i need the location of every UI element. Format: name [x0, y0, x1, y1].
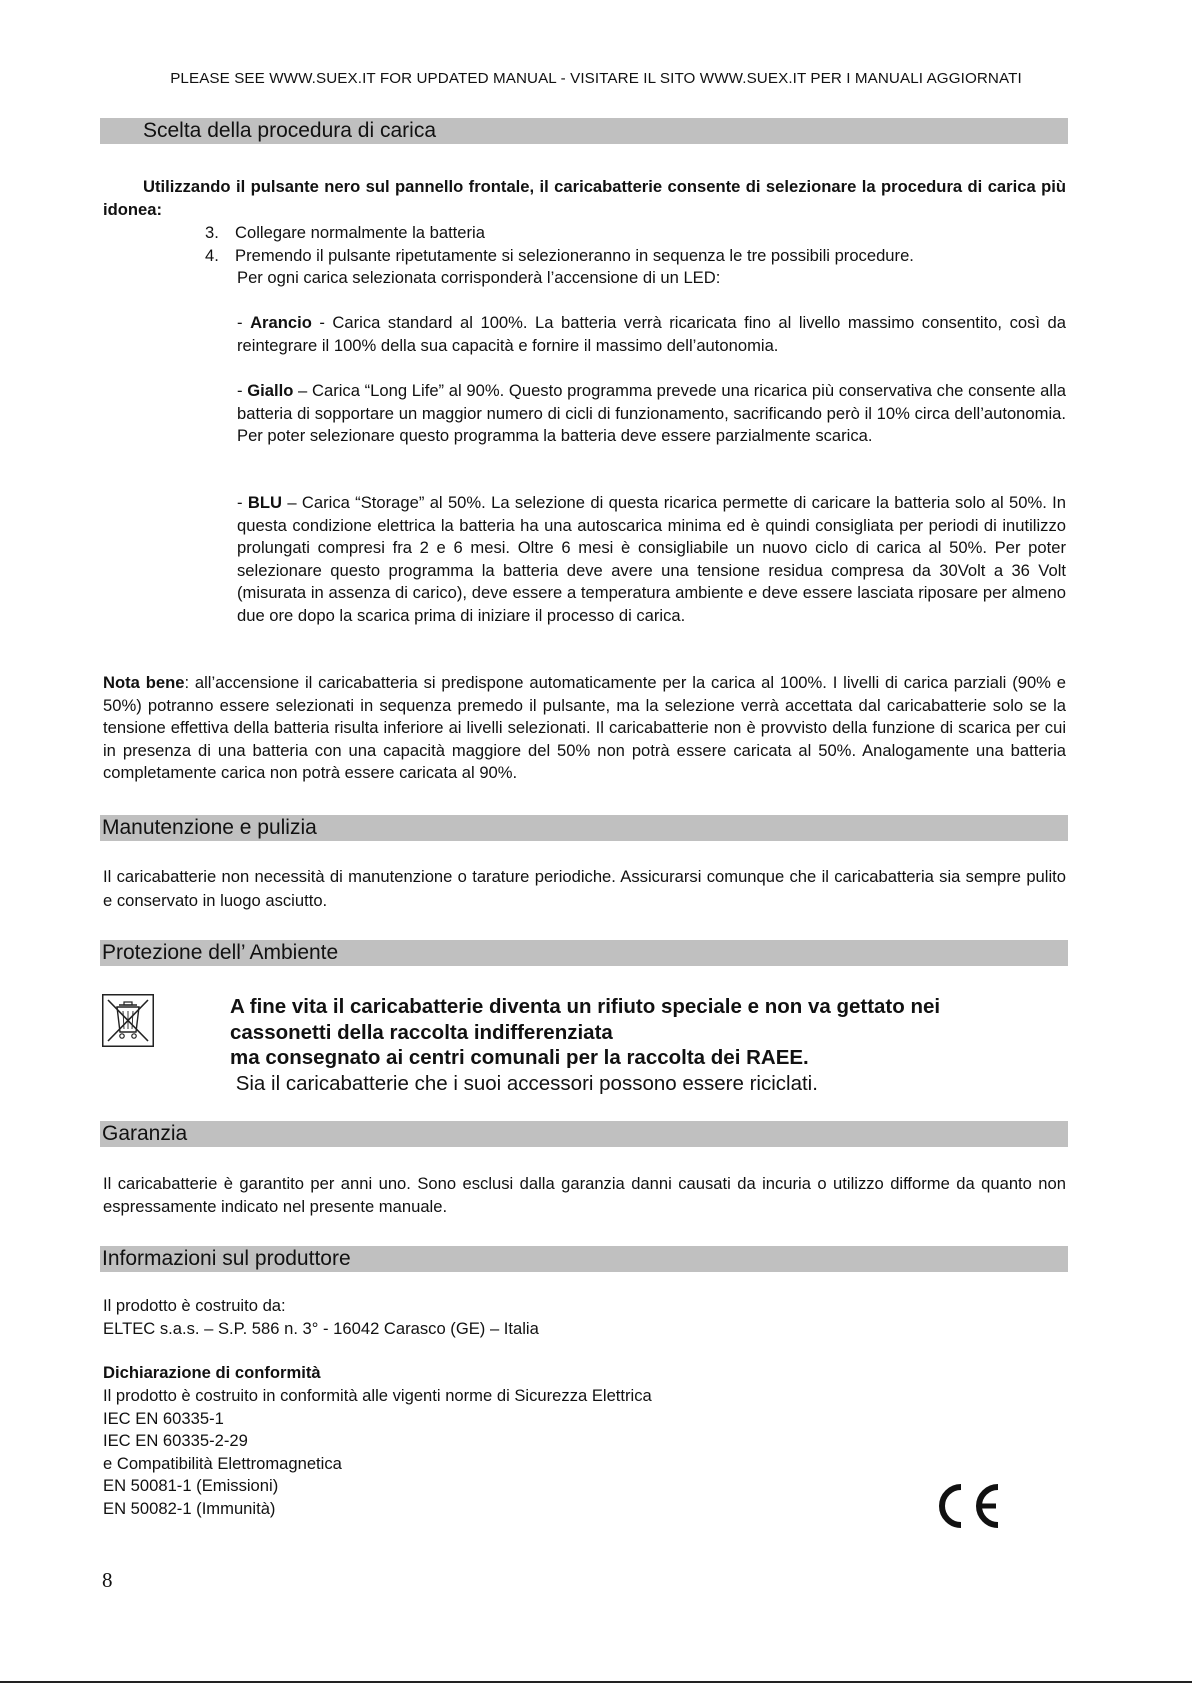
manufacturer-address: ELTEC s.a.s. – S.P. 586 n. 3° - 16042 Carasco (GE) – Italia: [103, 1319, 539, 1338]
section-title-charge-procedure: Scelta della procedura di carica: [100, 118, 1068, 144]
environment-recycle-line: Sia il caricabatterie che i suoi accessori possono essere riciclati.: [230, 1071, 818, 1095]
maintenance-text: Il caricabatterie non necessità di manutenzione o tarature periodiche. Assicurarsi comunque che il caricabatteria sia sempre pulito e conservato in luogo asciutto.: [103, 867, 1066, 910]
option-text: – Carica “Long Life” al 90%. Questo programma prevede una ricarica più conservativa che consente alla batteria di sopportare un maggior numero di cicli di funzionamento, sacrificando però il 10% circa dell’autonomia. Per poter selezionare questo programma la batteria deve essere parzialmente scarica.: [237, 381, 1066, 446]
conformity-line: IEC EN 60335-2-29: [103, 1431, 248, 1450]
conformity-line: EN 50081-1 (Emissioni): [103, 1476, 279, 1495]
option-prefix: -: [237, 313, 251, 332]
option-text: - Carica standard al 100%. La batteria verrà ricaricata fino al livello massimo consentito, così da reintegrare il 100% della sua capacità e fornire il massimo dell’autonomia.: [237, 313, 1066, 355]
section-title-manufacturer: Informazioni sul produttore: [100, 1246, 1068, 1272]
ce-mark-icon: [934, 1478, 1004, 1534]
section-title-warranty: Garanzia: [100, 1121, 1068, 1147]
manufacturer-made-by: Il prodotto è costruito da:: [103, 1296, 286, 1315]
nota-bene-text: : all’accensione il caricabatteria si predispone automaticamente per la carica al 100%. I livelli di carica parziali (90% e 50%) potranno essere selezionati in sequenza premedo il pulsante, ma la selezione verrà accettata dal caricabatterie solo se la tensione effettiva della batteria risulta inferiore ai livelli selezionati. Il caricabatterie non è provvisto della funzione di scarica per cui in presenza di una batteria con una capacità maggiore del 50% non potrà essere caricata al 50%. Analogamente una batteria completamente carica non potrà essere caricata al 90%.: [103, 673, 1066, 783]
option-prefix: -: [237, 381, 248, 400]
conformity-line: Il prodotto è costruito in conformità alle vigenti norme di Sicurezza Elettrica: [103, 1386, 652, 1405]
environment-bold-line-3: ma consegnato ai centri comunali per la raccolta dei RAEE.: [230, 1046, 809, 1070]
charge-procedure-intro: Utilizzando il pulsante nero sul pannello frontale, il caricabatterie consente di selezionare la procedura di carica più idonea:: [103, 177, 1066, 219]
environment-notice: [230, 994, 1050, 1096]
step-number: 4.: [205, 246, 219, 265]
environment-bold-line-2: cassonetti della raccolta indifferenziata: [230, 1020, 613, 1044]
environment-bold-line-1: A fine vita il caricabatterie diventa un rifiuto speciale e non va gettato nei: [230, 995, 941, 1018]
header-note: PLEASE SEE WWW.SUEX.IT FOR UPDATED MANUAL - VISITARE IL SITO WWW.SUEX.IT PER I MANUALI AGGIORNATI: [170, 70, 1022, 87]
step-text: Collegare normalmente la batteria: [235, 223, 485, 242]
bottom-rule: [0, 1681, 1192, 1683]
option-name: Giallo: [247, 381, 294, 400]
list-item-step-3: [205, 222, 1055, 245]
ce-mark-graphic: [934, 1478, 1004, 1534]
conformity-line: IEC EN 60335-1: [103, 1409, 224, 1428]
option-name: BLU: [247, 493, 282, 512]
option-text: – Carica “Storage” al 50%. La selezione di questa ricarica permette di caricare la batteria solo al 50%. In questa condizione elettrica la batteria ha una autoscarica minima ed è quindi consigliata per periodi di inutilizzo prolungati compresi fra 2 e 6 mesi. Oltre 6 mesi è consigliabile un nuovo ciclo di carica al 50%. Per poter selezionare questo programma la batteria deve avere una tensione residua compresa da 30Volt a 36 Volt (misurata in assenza di carico), deve essere a temperatura ambiente e deve essere lasciata riposare per almeno due ore dopo la scarica prima di iniziare il processo di carica.: [237, 493, 1066, 625]
conformity-line: EN 50082-1 (Immunità): [103, 1499, 276, 1518]
option-giallo: [237, 380, 1066, 448]
section-title-environment: Protezione dell’ Ambiente: [100, 940, 1068, 966]
warranty-text: Il caricabatterie è garantito per anni uno. Sono esclusi dalla garanzia danni causati da incuria o utilizzo difforme da quanto non espressamente indicato nel presente manuale.: [103, 1174, 1066, 1216]
nota-bene-paragraph: [103, 672, 1066, 785]
step-text: Premendo il pulsante ripetutamente si selezioneranno in sequenza le tre possibili procedure.: [235, 246, 914, 265]
weee-crossed-bin-icon: [102, 994, 154, 1047]
nota-bene-label: Nota bene: [103, 673, 185, 692]
option-prefix: -: [237, 493, 248, 512]
page-number: 8: [102, 1568, 113, 1592]
option-blu: [237, 492, 1066, 628]
section-title-maintenance: Manutenzione e pulizia: [100, 815, 1068, 841]
list-item-step-4: [205, 245, 1055, 268]
conformity-title: Dichiarazione di conformità: [103, 1363, 321, 1382]
step-number: 3.: [205, 223, 219, 242]
step-4-continuation: Per ogni carica selezionata corrisponderà l’accensione di un LED:: [237, 268, 721, 287]
option-arancio: [237, 312, 1066, 357]
option-name: Arancio: [250, 313, 312, 332]
conformity-line: e Compatibilità Elettromagnetica: [103, 1454, 342, 1473]
weee-crossed-bin-icon-graphic: [102, 994, 154, 1047]
